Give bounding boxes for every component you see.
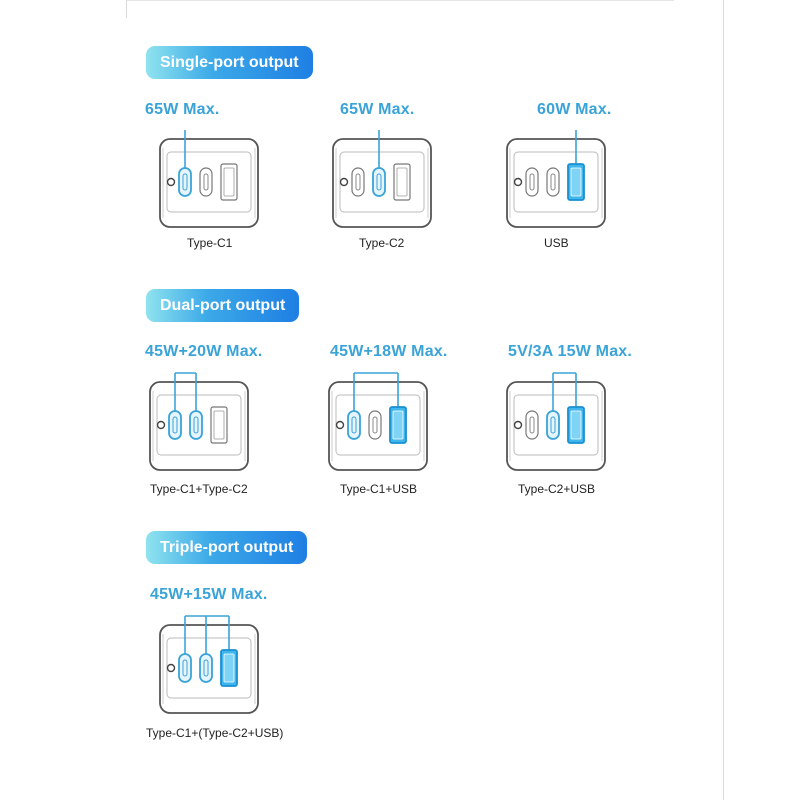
charger-body [159,624,259,714]
charger-body [506,381,606,471]
type-c2-port-icon [369,411,381,439]
usb-port-icon [221,164,237,200]
port-caption: USB [544,236,569,250]
right-border-line [723,0,724,800]
type-c2-port-icon [373,168,385,196]
usb-port-icon [221,650,237,686]
charger-diagram-type-c1-usb [328,381,428,471]
type-c2-port-icon [200,168,212,196]
usb-port-icon [394,164,410,200]
charger-diagram-triple [159,624,259,714]
type-c1-port-icon [169,411,181,439]
charger-diagram-type-c1 [159,138,259,228]
indicator-dot [168,179,175,186]
left-border-line [126,0,127,18]
section-title-triple-port: Triple-port output [146,531,307,564]
type-c2-port-icon [547,411,559,439]
indicator-dot [515,179,522,186]
usb-port-icon [568,407,584,443]
indicator-dot [341,179,348,186]
charger-diagram-type-c2 [332,138,432,228]
port-caption: Type-C1 [187,236,233,250]
section-title-dual-port: Dual-port output [146,289,299,322]
power-rating: 45W+18W Max. [330,343,448,360]
type-c1-port-icon [348,411,360,439]
charger-diagram-type-c2-usb [506,381,606,471]
section-title-single-port: Single-port output [146,46,313,79]
indicator-dot [515,422,522,429]
indicator-dot [168,665,175,672]
port-caption: Type-C1+USB [340,482,418,496]
power-rating: 60W Max. [537,101,612,118]
usb-port-icon [390,407,406,443]
port-caption: Type-C2+USB [518,482,596,496]
indicator-dot [158,422,165,429]
type-c1-port-icon [526,411,538,439]
power-rating: 5V/3A 15W Max. [508,343,633,360]
charger-body [149,381,249,471]
charger-body [328,381,428,471]
power-rating: 45W+15W Max. [150,586,268,603]
power-rating: 65W Max. [340,101,415,118]
type-c1-port-icon [179,654,191,682]
charger-body [506,138,606,228]
power-rating: 45W+20W Max. [145,343,263,360]
type-c2-port-icon [200,654,212,682]
power-rating: 65W Max. [145,101,220,118]
type-c1-port-icon [352,168,364,196]
type-c1-port-icon [179,168,191,196]
top-border-line [126,0,674,1]
port-caption: Type-C1+Type-C2 [150,482,248,496]
indicator-dot [337,422,344,429]
type-c2-port-icon [547,168,559,196]
charger-body [159,138,259,228]
charger-diagram-usb [506,138,606,228]
type-c2-port-icon [190,411,202,439]
port-caption: Type-C1+(Type-C2+USB) [146,726,284,740]
charger-diagram-type-c1-type-c2 [149,381,249,471]
type-c1-port-icon [526,168,538,196]
usb-port-icon [568,164,584,200]
port-caption: Type-C2 [359,236,405,250]
usb-port-icon [211,407,227,443]
charger-body [332,138,432,228]
